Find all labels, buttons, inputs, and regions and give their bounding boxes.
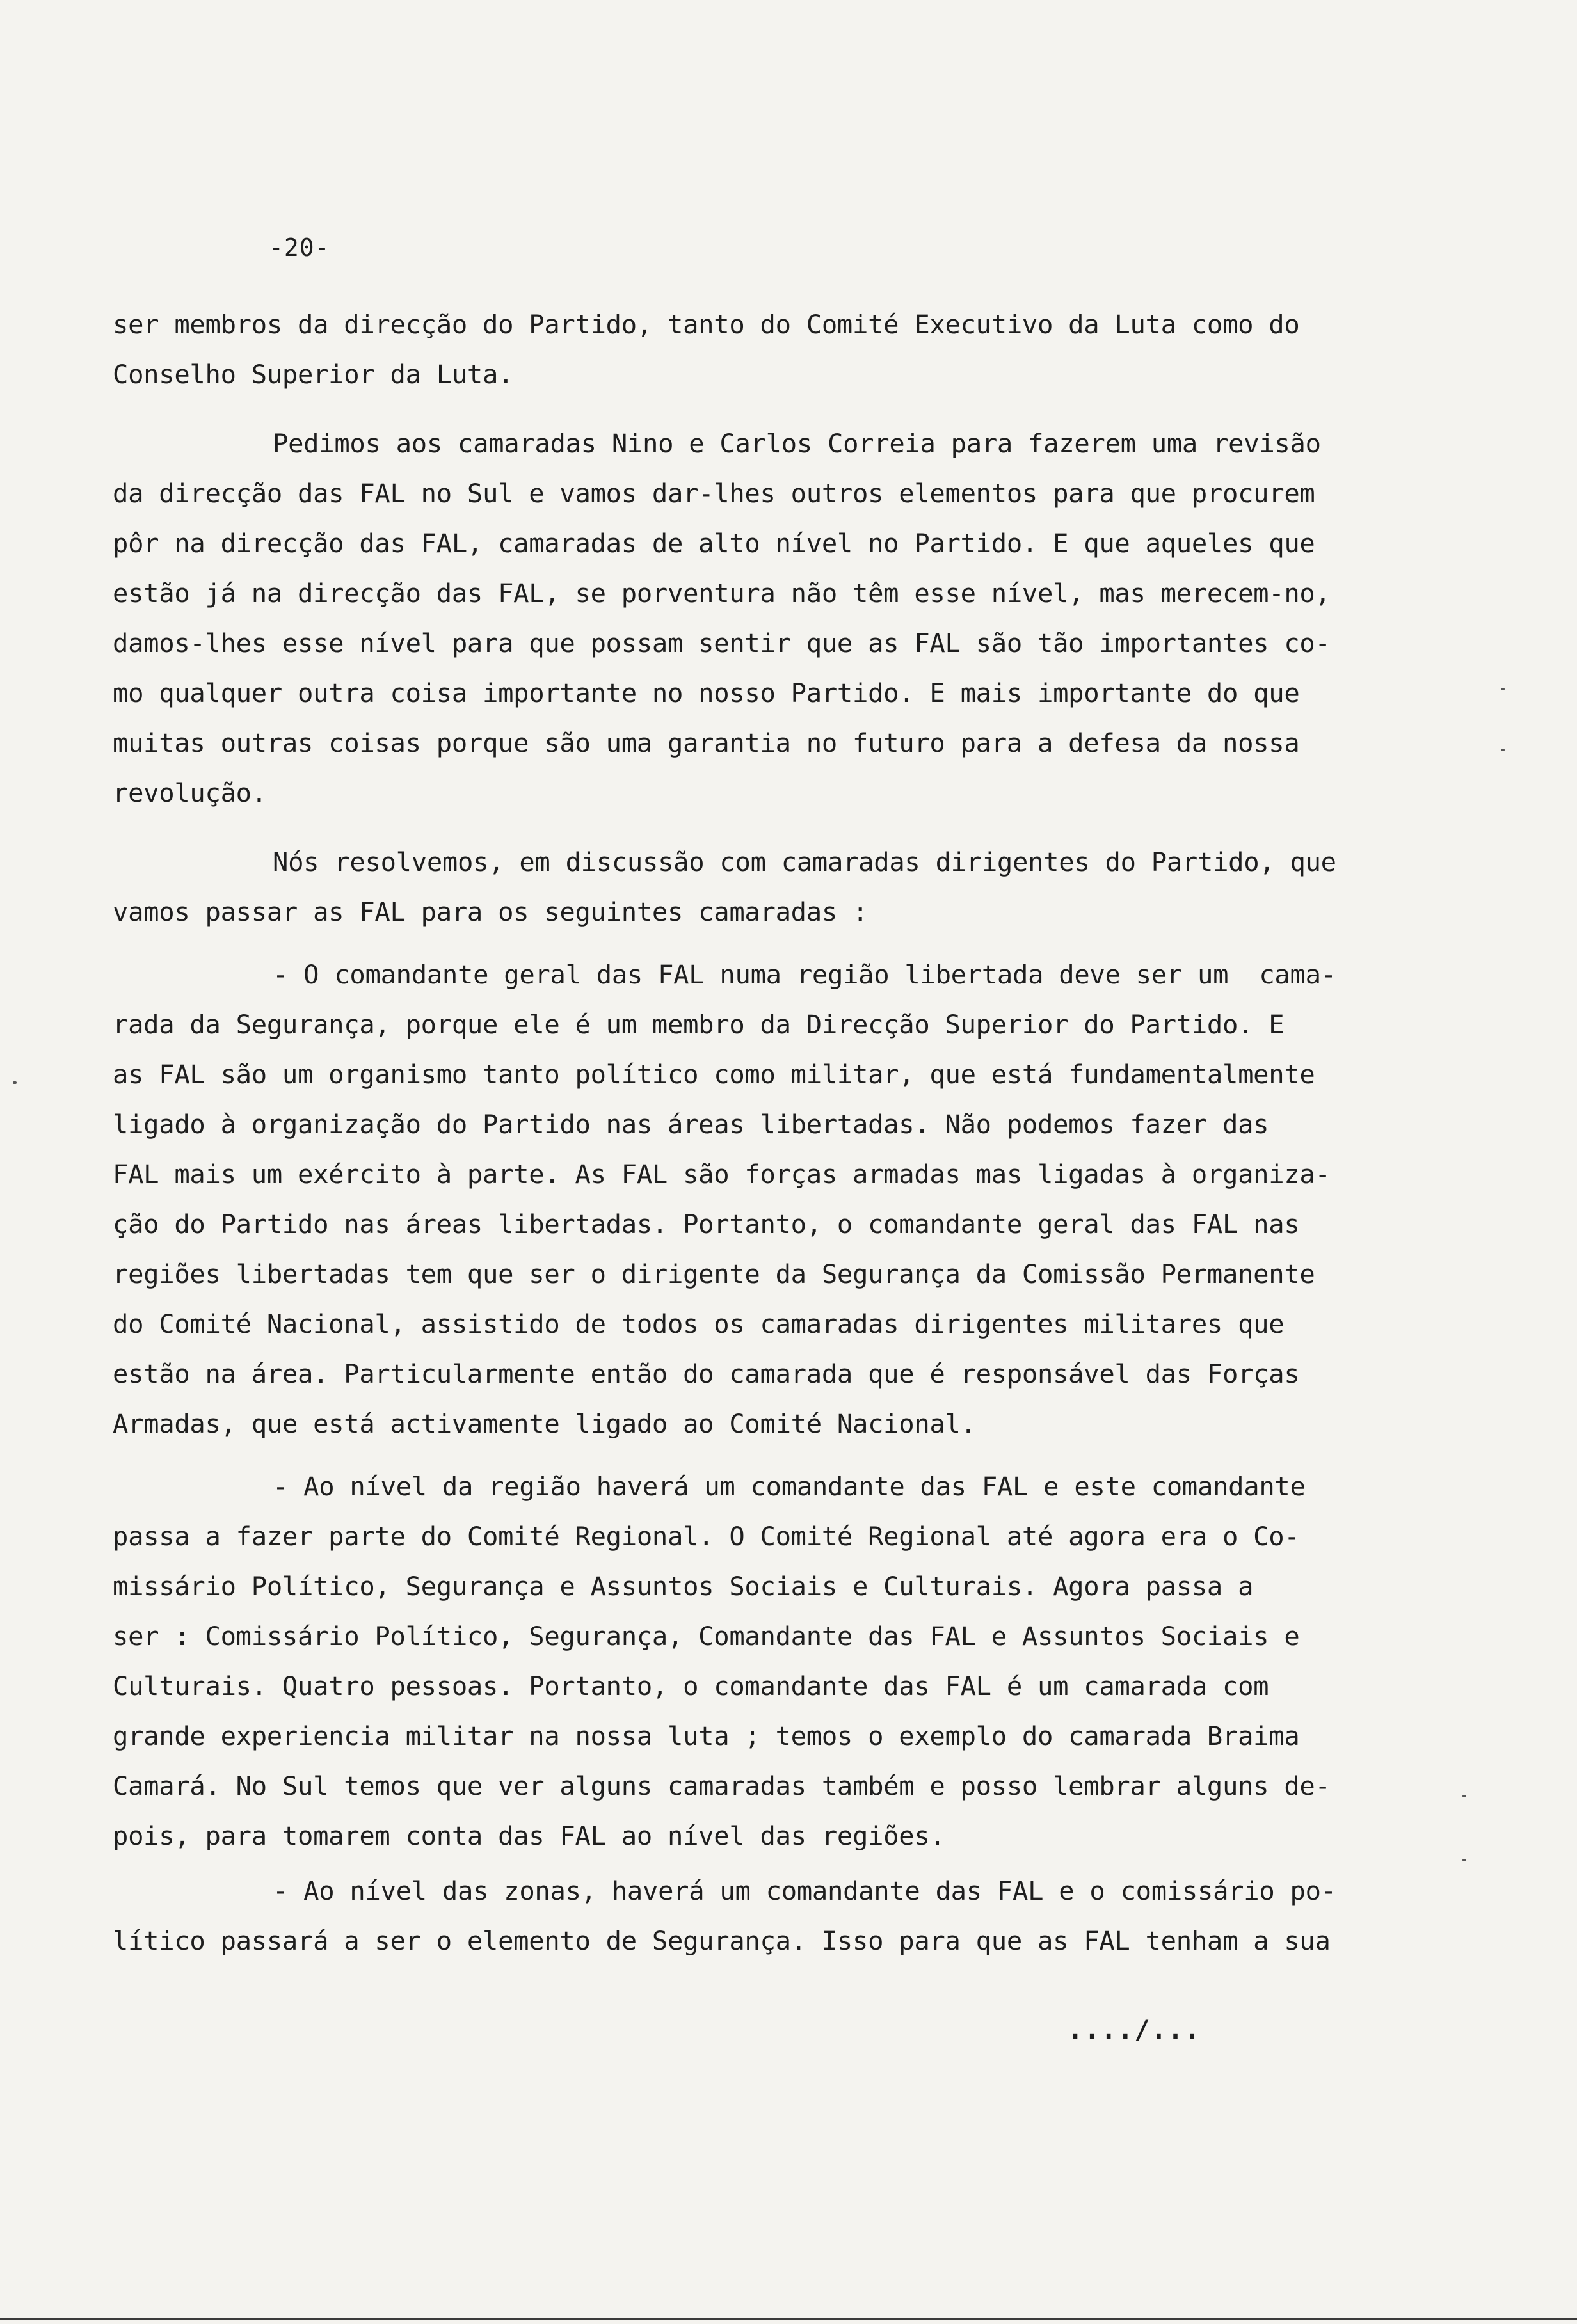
text-line: mo qualquer outra coisa importante no nosso Partido. E mais importante do que: [113, 678, 1300, 708]
text-line: FAL mais um exército à parte. As FAL são forças armadas mas ligadas à organiza-: [113, 1159, 1331, 1190]
scan-speck: [1501, 749, 1505, 751]
text-line: Conselho Superior da Luta.: [113, 359, 514, 390]
text-line: - Ao nível das zonas, haverá um comandante das FAL e o comissário po-: [273, 1875, 1336, 1906]
text-line: missário Político, Segurança e Assuntos Sociais e Culturais. Agora passa a: [113, 1571, 1254, 1602]
paragraph-4: [113, 950, 1393, 1449]
text-line: - Ao nível da região haverá um comandante das FAL e este comandante: [273, 1471, 1306, 1502]
text-line: ligado à organização do Partido nas áreas libertadas. Não podemos fazer das: [113, 1109, 1269, 1140]
scan-speck: [1501, 688, 1505, 690]
text-line: estão já na direcção das FAL, se porventura não têm esse nível, mas merecem-no,: [113, 578, 1331, 609]
scan-speck: [1462, 1859, 1466, 1861]
text-line: vamos passar as FAL para os seguintes camaradas :: [113, 896, 869, 927]
paragraph-2: [113, 418, 1393, 818]
bottom-edge-line: [0, 2318, 1577, 2320]
text-line: as FAL são um organismo tanto político como militar, que está fundamentalmente: [113, 1059, 1315, 1090]
page-number: -20-: [269, 234, 330, 262]
paragraph-6: [113, 1866, 1393, 1966]
scan-speck: [1462, 1795, 1466, 1797]
text-line: Culturais. Quatro pessoas. Portanto, o comandante das FAL é um camarada com: [113, 1671, 1269, 1701]
scan-speck: [13, 1081, 17, 1084]
text-line: rada da Segurança, porque ele é um membro da Direcção Superior do Partido. E: [113, 1009, 1285, 1040]
text-line: damos-lhes esse nível para que possam sentir que as FAL são tão importantes co-: [113, 628, 1331, 658]
text-line: da direcção das FAL no Sul e vamos dar-lhes outros elementos para que procurem: [113, 478, 1315, 509]
text-line: pôr na direcção das FAL, camaradas de alto nível no Partido. E que aqueles que: [113, 528, 1315, 559]
paragraph-5: [113, 1461, 1393, 1861]
text-line: Armadas, que está activamente ligado ao Comité Nacional.: [113, 1408, 976, 1439]
text-line: - O comandante geral das FAL numa região libertada deve ser um cama-: [273, 959, 1336, 990]
text-line: ser : Comissário Político, Segurança, Comandante das FAL e Assuntos Sociais e: [113, 1621, 1300, 1651]
text-line: passa a fazer parte do Comité Regional. O Comité Regional até agora era o Co-: [113, 1521, 1300, 1552]
text-line: Pedimos aos camaradas Nino e Carlos Correia para fazerem uma revisão: [273, 428, 1321, 459]
text-line: estão na área. Particularmente então do camarada que é responsável das Forças: [113, 1358, 1300, 1389]
text-line: pois, para tomarem conta das FAL ao nível das regiões.: [113, 1820, 945, 1851]
text-line: Nós resolvemos, em discussão com camaradas dirigentes do Partido, que: [273, 847, 1336, 877]
paragraph-1: [113, 299, 1393, 399]
text-line: muitas outras coisas porque são uma garantia no futuro para a defesa da nossa: [113, 728, 1300, 758]
text-line: do Comité Nacional, assistido de todos os camaradas dirigentes militares que: [113, 1309, 1285, 1339]
text-line: ser membros da direcção do Partido, tanto do Comité Executivo da Luta como do: [113, 309, 1300, 340]
text-line: lítico passará a ser o elemento de Segurança. Isso para que as FAL tenham a sua: [113, 1925, 1331, 1956]
text-line: Camará. No Sul temos que ver alguns camaradas também e posso lembrar alguns de-: [113, 1771, 1331, 1801]
paragraph-3: [113, 837, 1393, 937]
text-line: revolução.: [113, 777, 267, 808]
body-text: [113, 299, 1393, 1966]
text-line: grande experiencia militar na nossa luta ; temos o exemplo do camarada Braima: [113, 1721, 1300, 1751]
continuation-mark: ..../...: [1068, 2016, 1201, 2045]
text-line: ção do Partido nas áreas libertadas. Portanto, o comandante geral das FAL nas: [113, 1209, 1300, 1239]
text-line: regiões libertadas tem que ser o dirigente da Segurança da Comissão Permanente: [113, 1259, 1315, 1289]
